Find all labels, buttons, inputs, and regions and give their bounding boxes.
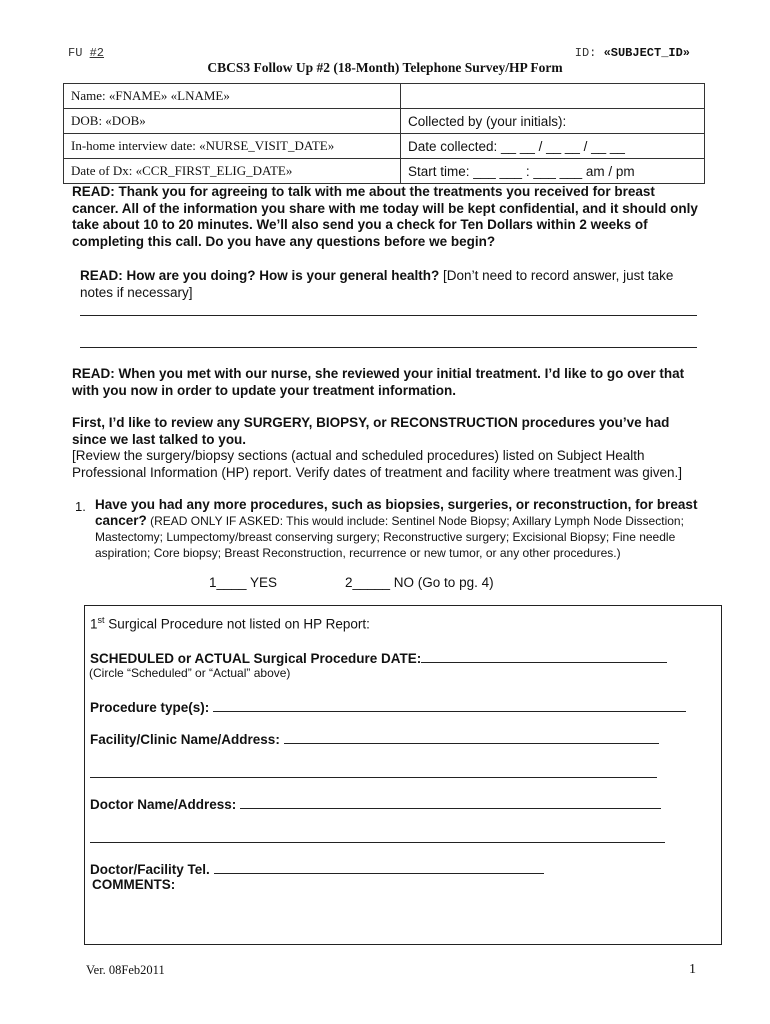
comments-label: COMMENTS: — [92, 877, 176, 892]
procedure-date-field[interactable] — [421, 649, 667, 663]
blank-cell[interactable] — [401, 84, 705, 109]
doctor-row — [90, 795, 661, 812]
page-title: CBCS3 Follow Up #2 (18-Month) Telephone Survey/HP Form — [207, 60, 563, 75]
question-1 — [95, 497, 710, 561]
facility-row — [90, 730, 659, 747]
doctor-field-line-2[interactable] — [90, 842, 665, 843]
procedure-type-field[interactable] — [213, 698, 686, 712]
subject-id-value: «SUBJECT_ID» — [603, 46, 690, 60]
collected-by-field[interactable]: Collected by (your initials): — [401, 109, 705, 134]
name-cell: Name: «FNAME» «LNAME» — [64, 84, 401, 109]
interview-date-cell: In-home interview date: «NURSE_VISIT_DATE» — [64, 134, 401, 159]
form-code — [68, 46, 104, 60]
surgery-review-read: First, I’d like to review any SURGERY, BIOPSY, or RECONSTRUCTION procedures you’ve had since we last talked to you. — [72, 415, 670, 447]
table-row — [64, 109, 705, 134]
dx-date-cell: Date of Dx: «CCR_FIRST_ELIG_DATE» — [64, 159, 401, 184]
notes-line-1[interactable] — [80, 315, 697, 316]
doctor-field[interactable] — [240, 795, 661, 809]
procedure-type-label: Procedure type(s): — [90, 700, 210, 715]
table-row — [64, 84, 705, 109]
info-table — [63, 83, 705, 184]
start-time-field[interactable]: Start time: ___ ___ : ___ ___ am / pm — [401, 159, 705, 184]
procedure-heading-suffix: st — [97, 615, 105, 625]
dob-cell: DOB: «DOB» — [64, 109, 401, 134]
health-read-instruction: [Don’t need to record answer, just take notes if necessary] — [80, 268, 674, 300]
table-row — [64, 134, 705, 159]
health-read-question: READ: How are you doing? How is your general health? — [80, 268, 440, 283]
facility-label: Facility/Clinic Name/Address: — [90, 732, 280, 747]
nurse-read-text: READ: When you met with our nurse, she reviewed your initial treatment. I’d like to go over that with you now in order to update your treatment information. — [72, 366, 685, 398]
tel-row — [90, 860, 544, 877]
procedure-heading-text: Surgical Procedure not listed on HP Report: — [104, 616, 370, 632]
health-read-text — [80, 268, 705, 301]
surgery-review-instruction: [Review the surgery/biopsy sections (actual and scheduled procedures) listed on Subject Health Professional Information (HP) report. Verify dates of treatment and facility where treatment was given.] — [72, 448, 683, 480]
question-1-note: (READ ONLY IF ASKED: This would include: Sentinel Node Biopsy; Axillary Lymph Node Dissection; Mastectomy; Lumpectomy/breast conserving surgery; Reconstructive surgery; Excisional Biopsy; Fine needle aspiration; Core biopsy; Breast Reconstruction, recurrence or new tumor, or any other procedures.) — [95, 514, 684, 560]
surgery-review-text — [72, 415, 702, 481]
procedure-date-note: (Circle “Scheduled” or “Actual” above) — [89, 666, 291, 680]
facility-field-line-2[interactable] — [90, 777, 657, 778]
page-number: 1 — [689, 962, 696, 977]
answer-no-option[interactable]: 2_____ NO (Go to pg. 4) — [345, 575, 494, 590]
notes-line-2[interactable] — [80, 347, 697, 348]
intro-read-text: READ: Thank you for agreeing to talk with me about the treatments you received for breast cancer. All of the information you share with me today will be kept confidential, and it should only take about 10 to 20 minutes. We’ll also send you a check for Ten Dollars within 2 weeks of completing this call. Do you have any questions before we begin? — [72, 184, 698, 249]
form-code-number: #2 — [89, 46, 105, 60]
date-collected-field[interactable]: Date collected: __ __ / __ __ / __ __ — [401, 134, 705, 159]
subject-id-label: ID: — [574, 46, 597, 60]
tel-label: Doctor/Facility Tel. — [90, 862, 210, 877]
version-label: Ver. 08Feb2011 — [86, 963, 165, 977]
table-row — [64, 159, 705, 184]
procedure-date-row — [90, 649, 667, 666]
procedure-type-row — [90, 698, 686, 715]
doctor-label: Doctor Name/Address: — [90, 797, 237, 812]
question-1-text: Have you had any more procedures, such as biopsies, surgeries, or reconstruction, for breast cancer? — [95, 497, 698, 528]
procedure-heading-number: 1 — [90, 616, 98, 632]
tel-field[interactable] — [214, 860, 544, 874]
form-code-label: FU — [68, 46, 83, 60]
facility-field[interactable] — [284, 730, 659, 744]
procedure-heading — [90, 615, 370, 632]
answer-yes-option[interactable]: 1____ YES — [209, 575, 278, 590]
procedure-date-label: SCHEDULED or ACTUAL Surgical Procedure DATE: — [90, 651, 422, 666]
question-1-number: 1. — [75, 499, 86, 514]
subject-id — [575, 46, 690, 60]
